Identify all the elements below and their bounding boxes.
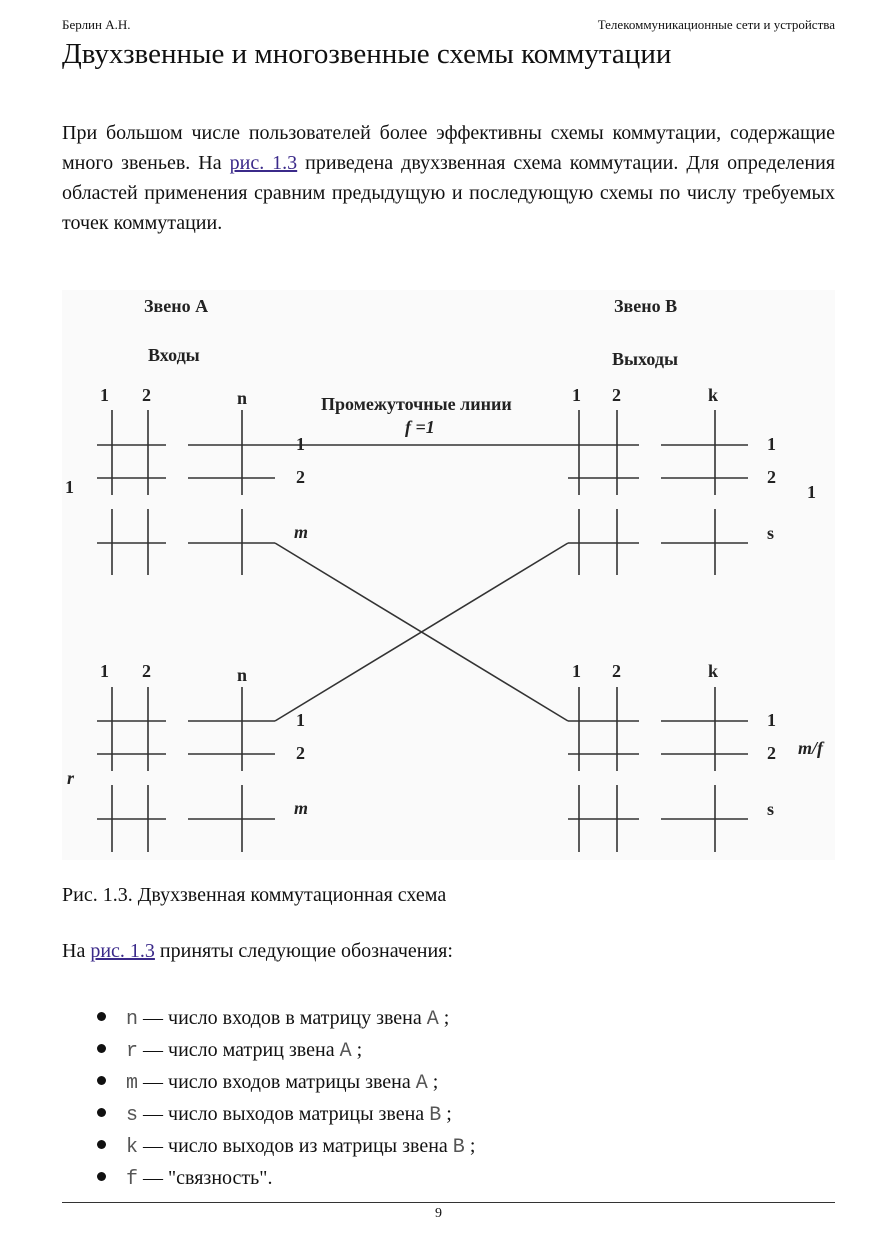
label-outputs: Выходы xyxy=(612,349,679,369)
definition: — число входов матрицы звена xyxy=(138,1071,416,1093)
footer-divider xyxy=(62,1202,835,1203)
label-intermediate-lines: Промежуточные линии xyxy=(321,394,512,414)
symbol: n xyxy=(126,1008,139,1031)
b2-out-2: 2 xyxy=(767,743,776,763)
ar-row-2: 2 xyxy=(296,743,305,763)
ar-col-2: 2 xyxy=(142,661,151,681)
definition: — "связность". xyxy=(138,1167,273,1189)
a1-row-m: m xyxy=(294,522,309,542)
bullet-icon xyxy=(97,1076,106,1085)
group-a-first: 1 xyxy=(65,477,74,497)
terminator: ; xyxy=(464,1135,476,1157)
b2-col-1: 1 xyxy=(572,661,581,681)
symbol: k xyxy=(126,1136,139,1159)
header-course: Телекоммуникационные сети и устройства xyxy=(597,17,835,32)
group-b-last: m/f xyxy=(798,738,823,758)
b2-col-k: k xyxy=(708,661,719,681)
b2-out-s: s xyxy=(767,799,775,819)
label-connectivity: f =1 xyxy=(405,417,435,437)
a1-col-2: 2 xyxy=(142,385,151,405)
page-number: 9 xyxy=(435,1206,442,1221)
list-item xyxy=(97,1162,475,1194)
notation-intro xyxy=(62,940,453,963)
definition: — число входов в матрицу звена xyxy=(138,1007,427,1029)
stage-ref: B xyxy=(429,1104,442,1127)
paragraph-text-1: При большом числе пользователей более эффективны схемы коммутации, содержащие много звеньев. На xyxy=(62,122,835,174)
definition: — число выходов из матрицы звена xyxy=(138,1135,453,1157)
list-item xyxy=(97,1066,475,1098)
b1-col-2: 2 xyxy=(612,385,621,405)
terminator: ; xyxy=(351,1039,363,1061)
stage-ref: B xyxy=(452,1136,465,1159)
page-title: Двухзвенные и многозвенные схемы коммутации xyxy=(62,38,672,70)
group-a-last: r xyxy=(67,768,75,788)
ar-col-1: 1 xyxy=(100,661,109,681)
bullet-icon xyxy=(97,1140,106,1149)
b1-col-1: 1 xyxy=(572,385,581,405)
intro-text-1: На xyxy=(62,940,91,962)
list-item xyxy=(97,1130,475,1162)
list-item xyxy=(97,1098,475,1130)
b1-out-2: 2 xyxy=(767,467,776,487)
terminator: ; xyxy=(441,1103,452,1125)
group-b-first: 1 xyxy=(807,482,816,502)
header-author: Берлин А.Н. xyxy=(62,17,131,32)
ar-col-n: n xyxy=(237,665,248,685)
stage-ref: A xyxy=(339,1040,352,1063)
b1-out-1: 1 xyxy=(767,434,776,454)
symbol: m xyxy=(126,1072,139,1095)
bullet-icon xyxy=(97,1044,106,1053)
stage-ref: A xyxy=(426,1008,439,1031)
list-item xyxy=(97,1034,475,1066)
figure-link-2[interactable]: рис. 1.3 xyxy=(90,940,155,962)
symbol: r xyxy=(126,1040,139,1063)
b2-out-1: 1 xyxy=(767,710,776,730)
switching-diagram xyxy=(62,290,835,860)
terminator: ; xyxy=(438,1007,450,1029)
ar-row-1: 1 xyxy=(296,710,305,730)
symbol: s xyxy=(126,1104,139,1127)
a1-row-1: 1 xyxy=(296,434,305,454)
intro-paragraph xyxy=(62,118,835,238)
list-item xyxy=(97,1002,475,1034)
definition: — число выходов матрицы звена xyxy=(138,1103,430,1125)
bullet-icon xyxy=(97,1012,106,1021)
paragraph-text-2: приведена двухзвенная схема коммутации. Для определения областей применения сравним предыдущую и последующую схемы по числу требуемых точек коммутации. xyxy=(62,152,835,234)
terminator: ; xyxy=(427,1071,439,1093)
a1-row-2: 2 xyxy=(296,467,305,487)
intro-text-2: приняты следующие обозначения: xyxy=(154,940,453,962)
notation-list xyxy=(97,1002,475,1194)
figure-caption: Рис. 1.3. Двухзвенная коммутационная схема xyxy=(62,884,447,906)
symbol: f xyxy=(126,1168,139,1191)
label-stage-a: Звено А xyxy=(144,296,209,316)
a1-col-n: n xyxy=(237,388,248,408)
bullet-icon xyxy=(97,1172,106,1181)
diagram-svg xyxy=(62,290,835,860)
label-stage-b: Звено В xyxy=(614,296,678,316)
a1-col-1: 1 xyxy=(100,385,109,405)
bullet-icon xyxy=(97,1108,106,1117)
definition: — число матриц звена xyxy=(138,1039,340,1061)
b2-col-2: 2 xyxy=(612,661,621,681)
b1-out-s: s xyxy=(767,523,775,543)
figure-link[interactable]: рис. 1.3 xyxy=(229,152,298,174)
b1-col-k: k xyxy=(708,385,719,405)
label-inputs: Входы xyxy=(148,345,200,365)
stage-ref: A xyxy=(415,1072,428,1095)
ar-row-m: m xyxy=(294,798,309,818)
